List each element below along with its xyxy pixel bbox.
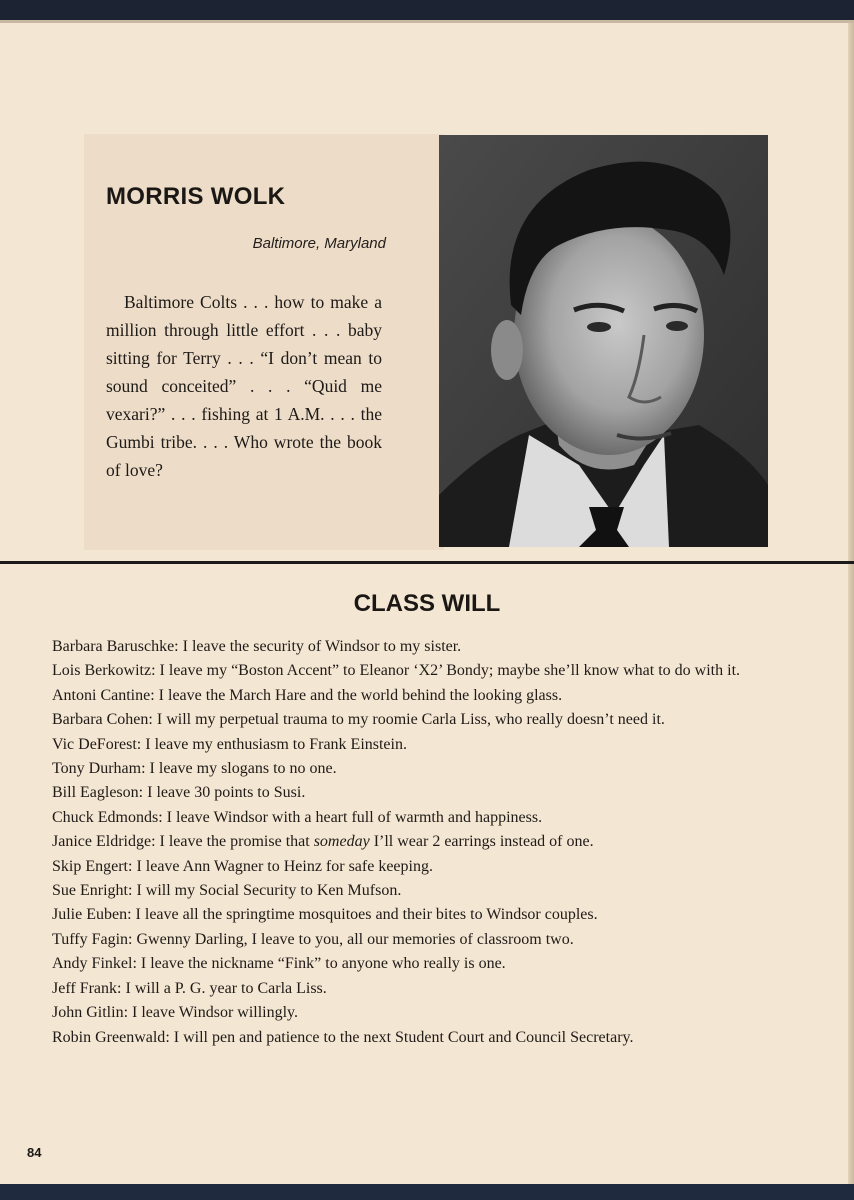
will-entry-text-after: I’ll wear 2 earrings instead of one. <box>369 833 594 851</box>
will-entry-name: Skip Engert <box>52 857 128 875</box>
will-entry-name: Chuck Edmonds <box>52 808 159 826</box>
will-entry-text: I will pen and patience to the next Student Court and Council Secretary. <box>173 1028 634 1046</box>
will-entry: Skip Engert: I leave Ann Wagner to Heinz for safe keeping. <box>52 857 433 875</box>
will-entry-text: Gwenny Darling, I leave to you, all our memories of classroom two. <box>136 930 574 948</box>
will-entry-name: Antoni Cantine <box>52 686 151 704</box>
will-entry: Sue Enright: I will my Social Security to Ken Mufson. <box>52 882 402 900</box>
will-entry-name: Andy Finkel <box>52 955 133 973</box>
will-entry-name: Bill Eagleson <box>52 784 139 802</box>
will-entry-name: Lois Berkowitz <box>52 662 152 680</box>
will-entry-text: I leave my slogans to no one. <box>149 760 337 778</box>
will-entry-text: I leave Windsor with a heart full of warmth and happiness. <box>166 808 543 826</box>
class-will-list <box>52 635 804 1050</box>
will-entry: Barbara Cohen: I will my perpetual trauma to my roomie Carla Liss, who really doesn’t need it. <box>52 711 665 729</box>
will-entry-text: I leave Windsor willingly. <box>132 1004 299 1022</box>
will-entry-text: I leave Ann Wagner to Heinz for safe keeping. <box>136 857 433 875</box>
will-entry-name: John Gitlin <box>52 1004 124 1022</box>
will-entry: Lois Berkowitz: I leave my “Boston Accent” to Eleanor ‘X2’ Bondy; maybe she’ll know what to do with it. <box>52 662 741 680</box>
will-entry-name: Sue Enright <box>52 882 128 900</box>
will-entry-text: I will my Social Security to Ken Mufson. <box>136 882 402 900</box>
will-entry-emphasis: someday <box>313 833 370 851</box>
will-entry-text: I leave 30 points to Susi. <box>147 784 306 802</box>
senior-name: MORRIS WOLK <box>106 183 286 210</box>
senior-bio: Baltimore Colts . . . how to make a million through little effort . . . baby sitting for Terry . . . “I don’t mean to sound conceited” . . . “Quid me vexari?” . . . fishing at 1 A.M. . . . the Gumbi tribe. . . . Who wrote the book of love? <box>106 292 382 480</box>
will-entry-name: Julie Euben <box>52 906 128 924</box>
page-number: 84 <box>27 1145 42 1160</box>
will-entry-text: I will my perpetual trauma to my roomie Carla Liss, who really doesn’t need it. <box>156 711 665 729</box>
will-entry-name: Barbara Cohen <box>52 711 149 729</box>
will-entry-name: Tony Durham <box>52 760 142 778</box>
will-entry-name: Janice Eldridge <box>52 833 152 851</box>
will-entry: Janice Eldridge: I leave the promise that someday I’ll wear 2 earrings instead of one. <box>52 833 594 851</box>
top-band-edge <box>0 20 854 23</box>
will-entry: Tuffy Fagin: Gwenny Darling, I leave to you, all our memories of classroom two. <box>52 930 574 948</box>
senior-hometown: Baltimore, Maryland <box>252 235 386 252</box>
will-entry-name: Tuffy Fagin <box>52 930 129 948</box>
will-entry-text: I leave the nickname “Fink” to anyone who really is one. <box>140 955 506 973</box>
will-entry: Julie Euben: I leave all the springtime mosquitoes and their bites to Windsor couples. <box>52 906 598 924</box>
class-will-title: CLASS WILL <box>353 590 501 617</box>
portrait-illustration <box>439 135 768 547</box>
will-entry-text: I leave my “Boston Accent” to Eleanor ‘X2’ Bondy; maybe she’ll know what to do with it. <box>159 662 741 680</box>
will-entry-text: I leave the security of Windsor to my sister. <box>182 638 462 655</box>
will-entry-text: I leave all the springtime mosquitoes and their bites to Windsor couples. <box>135 906 598 924</box>
will-entry-name: Jeff Frank <box>52 979 118 997</box>
portrait-photo <box>439 135 768 547</box>
will-entry: Vic DeForest: I leave my enthusiasm to Frank Einstein. <box>52 735 407 753</box>
will-entry-name: Robin Greenwald <box>52 1028 166 1046</box>
will-entry: John Gitlin: I leave Windsor willingly. <box>52 1004 299 1022</box>
will-entry: Antoni Cantine: I leave the March Hare and the world behind the looking glass. <box>52 686 563 704</box>
will-entry: Chuck Edmonds: I leave Windsor with a heart full of warmth and happiness. <box>52 808 543 826</box>
section-divider <box>0 561 854 564</box>
bottom-binding-band <box>0 1184 854 1200</box>
will-entry-text-before: I leave the promise that <box>159 833 314 851</box>
will-entry-name: Barbara Baruschke <box>52 638 175 655</box>
will-entry: Jeff Frank: I will a P. G. year to Carla Liss. <box>52 979 327 997</box>
will-entry: Bill Eagleson: I leave 30 points to Susi. <box>52 784 306 802</box>
will-entry: Robin Greenwald: I will pen and patience to the next Student Court and Council Secretary. <box>52 1028 634 1046</box>
will-entry: Andy Finkel: I leave the nickname “Fink” to anyone who really is one. <box>52 955 506 973</box>
will-entry-text: I will a P. G. year to Carla Liss. <box>125 979 327 997</box>
will-entry-text: I leave the March Hare and the world behind the looking glass. <box>158 686 563 704</box>
top-binding-band <box>0 0 854 20</box>
will-entry: Barbara Baruschke: I leave the security of Windsor to my sister. <box>52 638 462 655</box>
will-entry: Tony Durham: I leave my slogans to no one. <box>52 760 337 778</box>
will-entry-name: Vic DeForest <box>52 735 137 753</box>
will-entry-text: I leave my enthusiasm to Frank Einstein. <box>145 735 407 753</box>
